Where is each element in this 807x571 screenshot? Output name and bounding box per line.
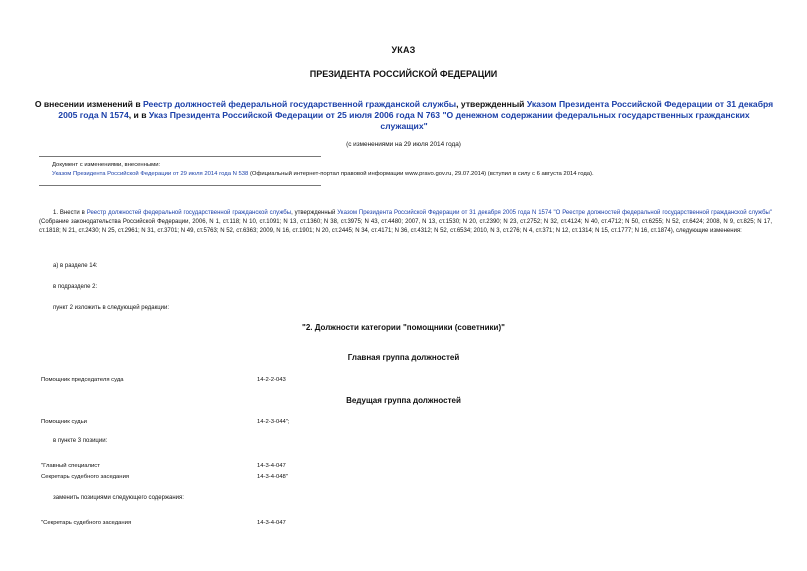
document-title bbox=[34, 99, 774, 132]
title-text: , утвержденный bbox=[456, 99, 527, 109]
position-code: 14-2-2-043 bbox=[257, 377, 286, 383]
subitem-a: а) в разделе 14: bbox=[53, 263, 98, 269]
title-text: О внесении изменений в bbox=[34, 99, 144, 109]
position-name: Помощник председателя суда bbox=[41, 377, 124, 383]
subsection-2: в подразделе 2: bbox=[53, 284, 98, 290]
position-code: 14-2-3-044"; bbox=[257, 419, 290, 425]
position-name: Секретарь судебного заседания bbox=[41, 474, 130, 480]
paragraph-1 bbox=[39, 209, 772, 237]
title-text: , и в bbox=[128, 110, 149, 120]
divider-bottom bbox=[39, 185, 321, 186]
changes-link-decree-538[interactable]: Указом Президента Российской Федерации от 29 июля 2014 года N 538 bbox=[52, 171, 249, 177]
doc-type-heading: УКАЗ bbox=[391, 45, 416, 55]
title-link-registry[interactable]: Реестр должностей федеральной государственной гражданской службы bbox=[143, 99, 457, 109]
title-link-decree-1574[interactable]: Указом Президента Российской Федерации от 31 декабря 2005 года N 1574 bbox=[58, 99, 774, 120]
replace-instruction: заменить позициями следующего содержания: bbox=[53, 495, 184, 501]
revision-note: (с изменениями на 29 июля 2014 года) bbox=[346, 141, 461, 148]
section-title: "2. Должности категории "помощники (советники)" bbox=[302, 323, 505, 332]
issuer-heading: ПРЕЗИДЕНТА РОССИЙСКОЙ ФЕДЕРАЦИИ bbox=[309, 69, 498, 79]
position-code: 14-3-4-047 bbox=[257, 463, 286, 469]
para-text: 1. Внести в bbox=[53, 210, 87, 216]
position-name: "Главный специалист bbox=[41, 463, 100, 469]
position-name: Помощник судьи bbox=[41, 419, 87, 425]
para-text: (Собрание законодательства Российской Федерации, 2006, N 1, ст.118; N 10, ст.1091; N 13, ст.1360; N 38, ст.3975; N 43, ст.4480; 2007, N 13, ст.1530; N 20, ст.2390; N 23, ст.2752; N 32, ст.4124; N 40, ст.4712; N 50, ст.6255; N 52, ст.6424; 2008, N 9, ст.825; N 17, ст.1818; N 21, ст.2430; N 25, ст.2961; N 31, ст.3701; N 49, ст.5763; N 52, ст.6363; 2009, N 16, ст.1901; N 20, ст.2445; N 34, ст.4171; N 36, ст.4312; N 52, ст.6534; 2010, N 3, ст.276; N 4, ст.371; N 12, ст.1314; N 15, ст.1777; N 16, ст.1874), следующие изменения: bbox=[39, 219, 772, 235]
position-name: "Секретарь судебного заседания bbox=[41, 520, 132, 526]
group-lead-heading: Ведущая группа должностей bbox=[346, 396, 461, 405]
position-code: 14-3-4-048" bbox=[257, 474, 288, 480]
para-link-registry[interactable]: Реестр должностей федеральной государственной гражданской службы bbox=[86, 210, 292, 216]
changes-source-text: (Официальный интернет-портал правовой информации www.pravo.gov.ru, 29.07.2014) (вступил в силу с 6 августа 2014 года). bbox=[248, 171, 594, 177]
divider-top bbox=[39, 156, 321, 157]
title-link-decree-763[interactable]: Указ Президента Российской Федерации от 25 июля 2006 года N 763 "О денежном содержании федеральных государственных гражданских служащих" bbox=[148, 110, 750, 131]
group-main-heading: Главная группа должностей bbox=[347, 353, 460, 362]
item-3-instruction: в пункте 3 позиции: bbox=[53, 438, 108, 444]
changes-line bbox=[52, 170, 594, 178]
changes-label: Документ с изменениями, внесенными: bbox=[52, 162, 161, 168]
position-code: 14-3-4-047 bbox=[257, 520, 286, 526]
para-text: , утвержденный bbox=[291, 210, 338, 216]
item-2-instruction: пункт 2 изложить в следующей редакции: bbox=[53, 305, 170, 311]
para-link-decree-1574[interactable]: Указом Президента Российской Федерации от 31 декабря 2005 года N 1574 "О Реестре должностей федеральной государственной гражданской службы" bbox=[337, 210, 772, 216]
